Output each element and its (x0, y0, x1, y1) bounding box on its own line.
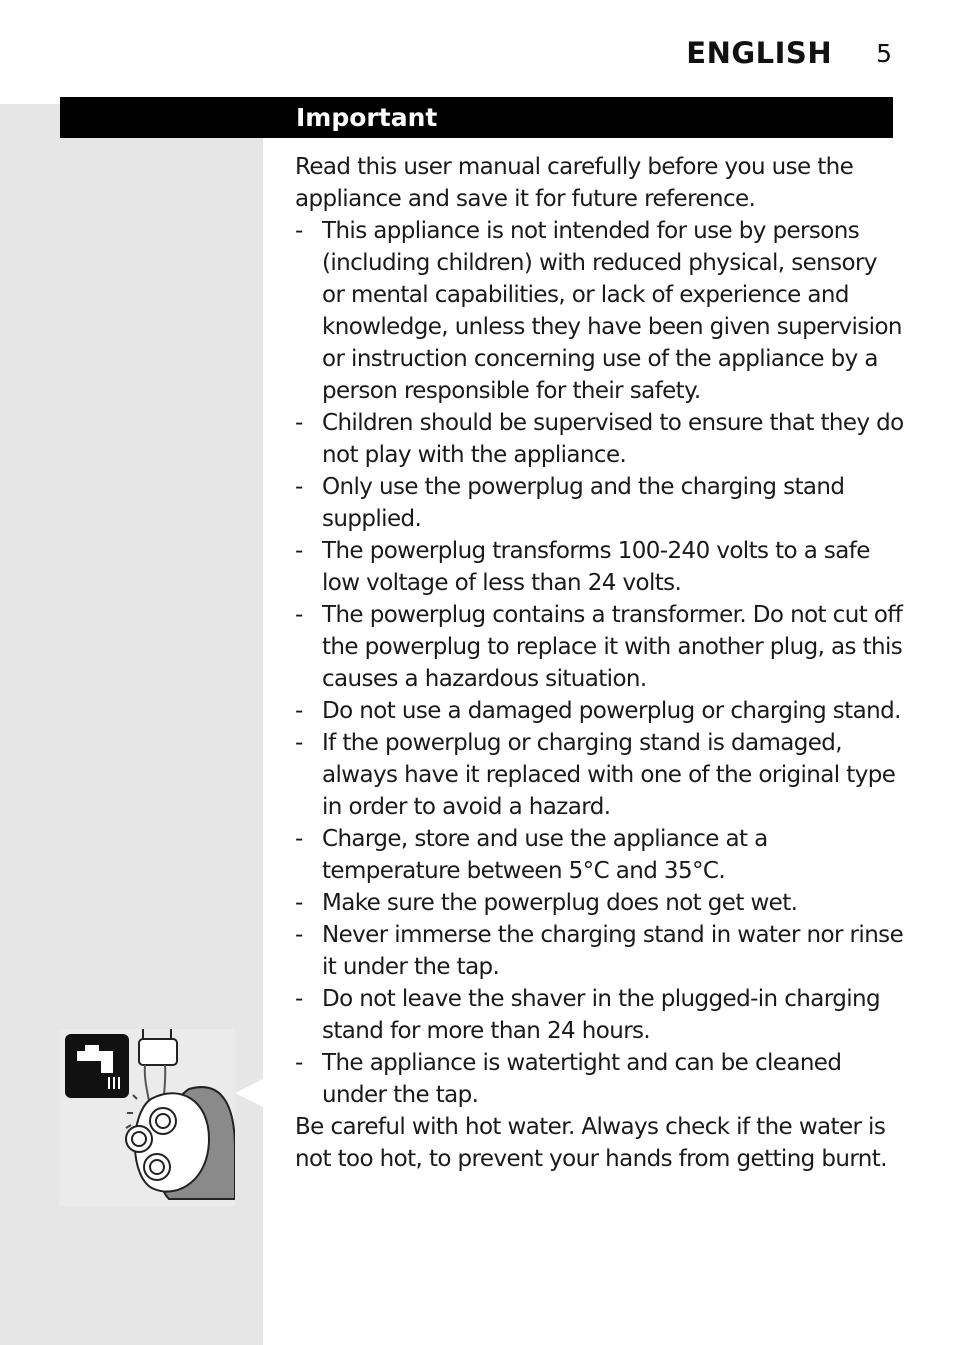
outro-paragraph: Be careful with hot water. Always check if the water is not too hot, to prevent your hands from getting burnt. (295, 1114, 887, 1172)
list-item: - Never immerse the charging stand in water nor rinse it under the tap. (295, 919, 905, 983)
list-item: - Do not use a damaged powerplug or charging stand. (295, 695, 905, 727)
section-body (295, 151, 905, 1175)
list-item: - If the powerplug or charging stand is damaged, always have it replaced with one of the original type in order to avoid a hazard. (295, 727, 905, 823)
list-item: - Make sure the powerplug does not get wet. (295, 887, 905, 919)
list-item: - This appliance is not intended for use by persons (including children) with reduced physical, sensory or mental capabilities, or lack of experience and knowledge, unless they have been given supervision or instruction concerning use of the appliance by a person responsible for their safety. (295, 215, 905, 407)
section-heading-bar (60, 97, 893, 138)
language-label: ENGLISH (686, 36, 833, 70)
shaver-under-tap-icon (126, 1029, 235, 1199)
list-item: - The powerplug transforms 100-240 volts to a safe low voltage of less than 24 volts. (295, 535, 905, 599)
list-item: - Children should be supervised to ensure that they do not play with the appliance. (295, 407, 905, 471)
list-item: - Only use the powerplug and the charging stand supplied. (295, 471, 905, 535)
callout-pointer (235, 1079, 263, 1107)
list-item: - Do not leave the shaver in the plugged-in charging stand for more than 24 hours. (295, 983, 905, 1047)
section-title: Important (296, 103, 438, 132)
list-item: - Charge, store and use the appliance at a temperature between 5°C and 35°C. (295, 823, 905, 887)
intro-paragraph: Read this user manual carefully before you use the appliance and save it for future reference. (295, 154, 854, 212)
page-header (686, 30, 892, 76)
water-tap-icon (65, 1034, 129, 1098)
shaver-rinse-illustration (59, 1029, 235, 1206)
safety-list (295, 215, 905, 1111)
list-item: - The appliance is watertight and can be cleaned under the tap. (295, 1047, 905, 1111)
list-item: - The powerplug contains a transformer. Do not cut off the powerplug to replace it with another plug, as this causes a hazardous situation. (295, 599, 905, 695)
page-number: 5 (876, 38, 892, 68)
